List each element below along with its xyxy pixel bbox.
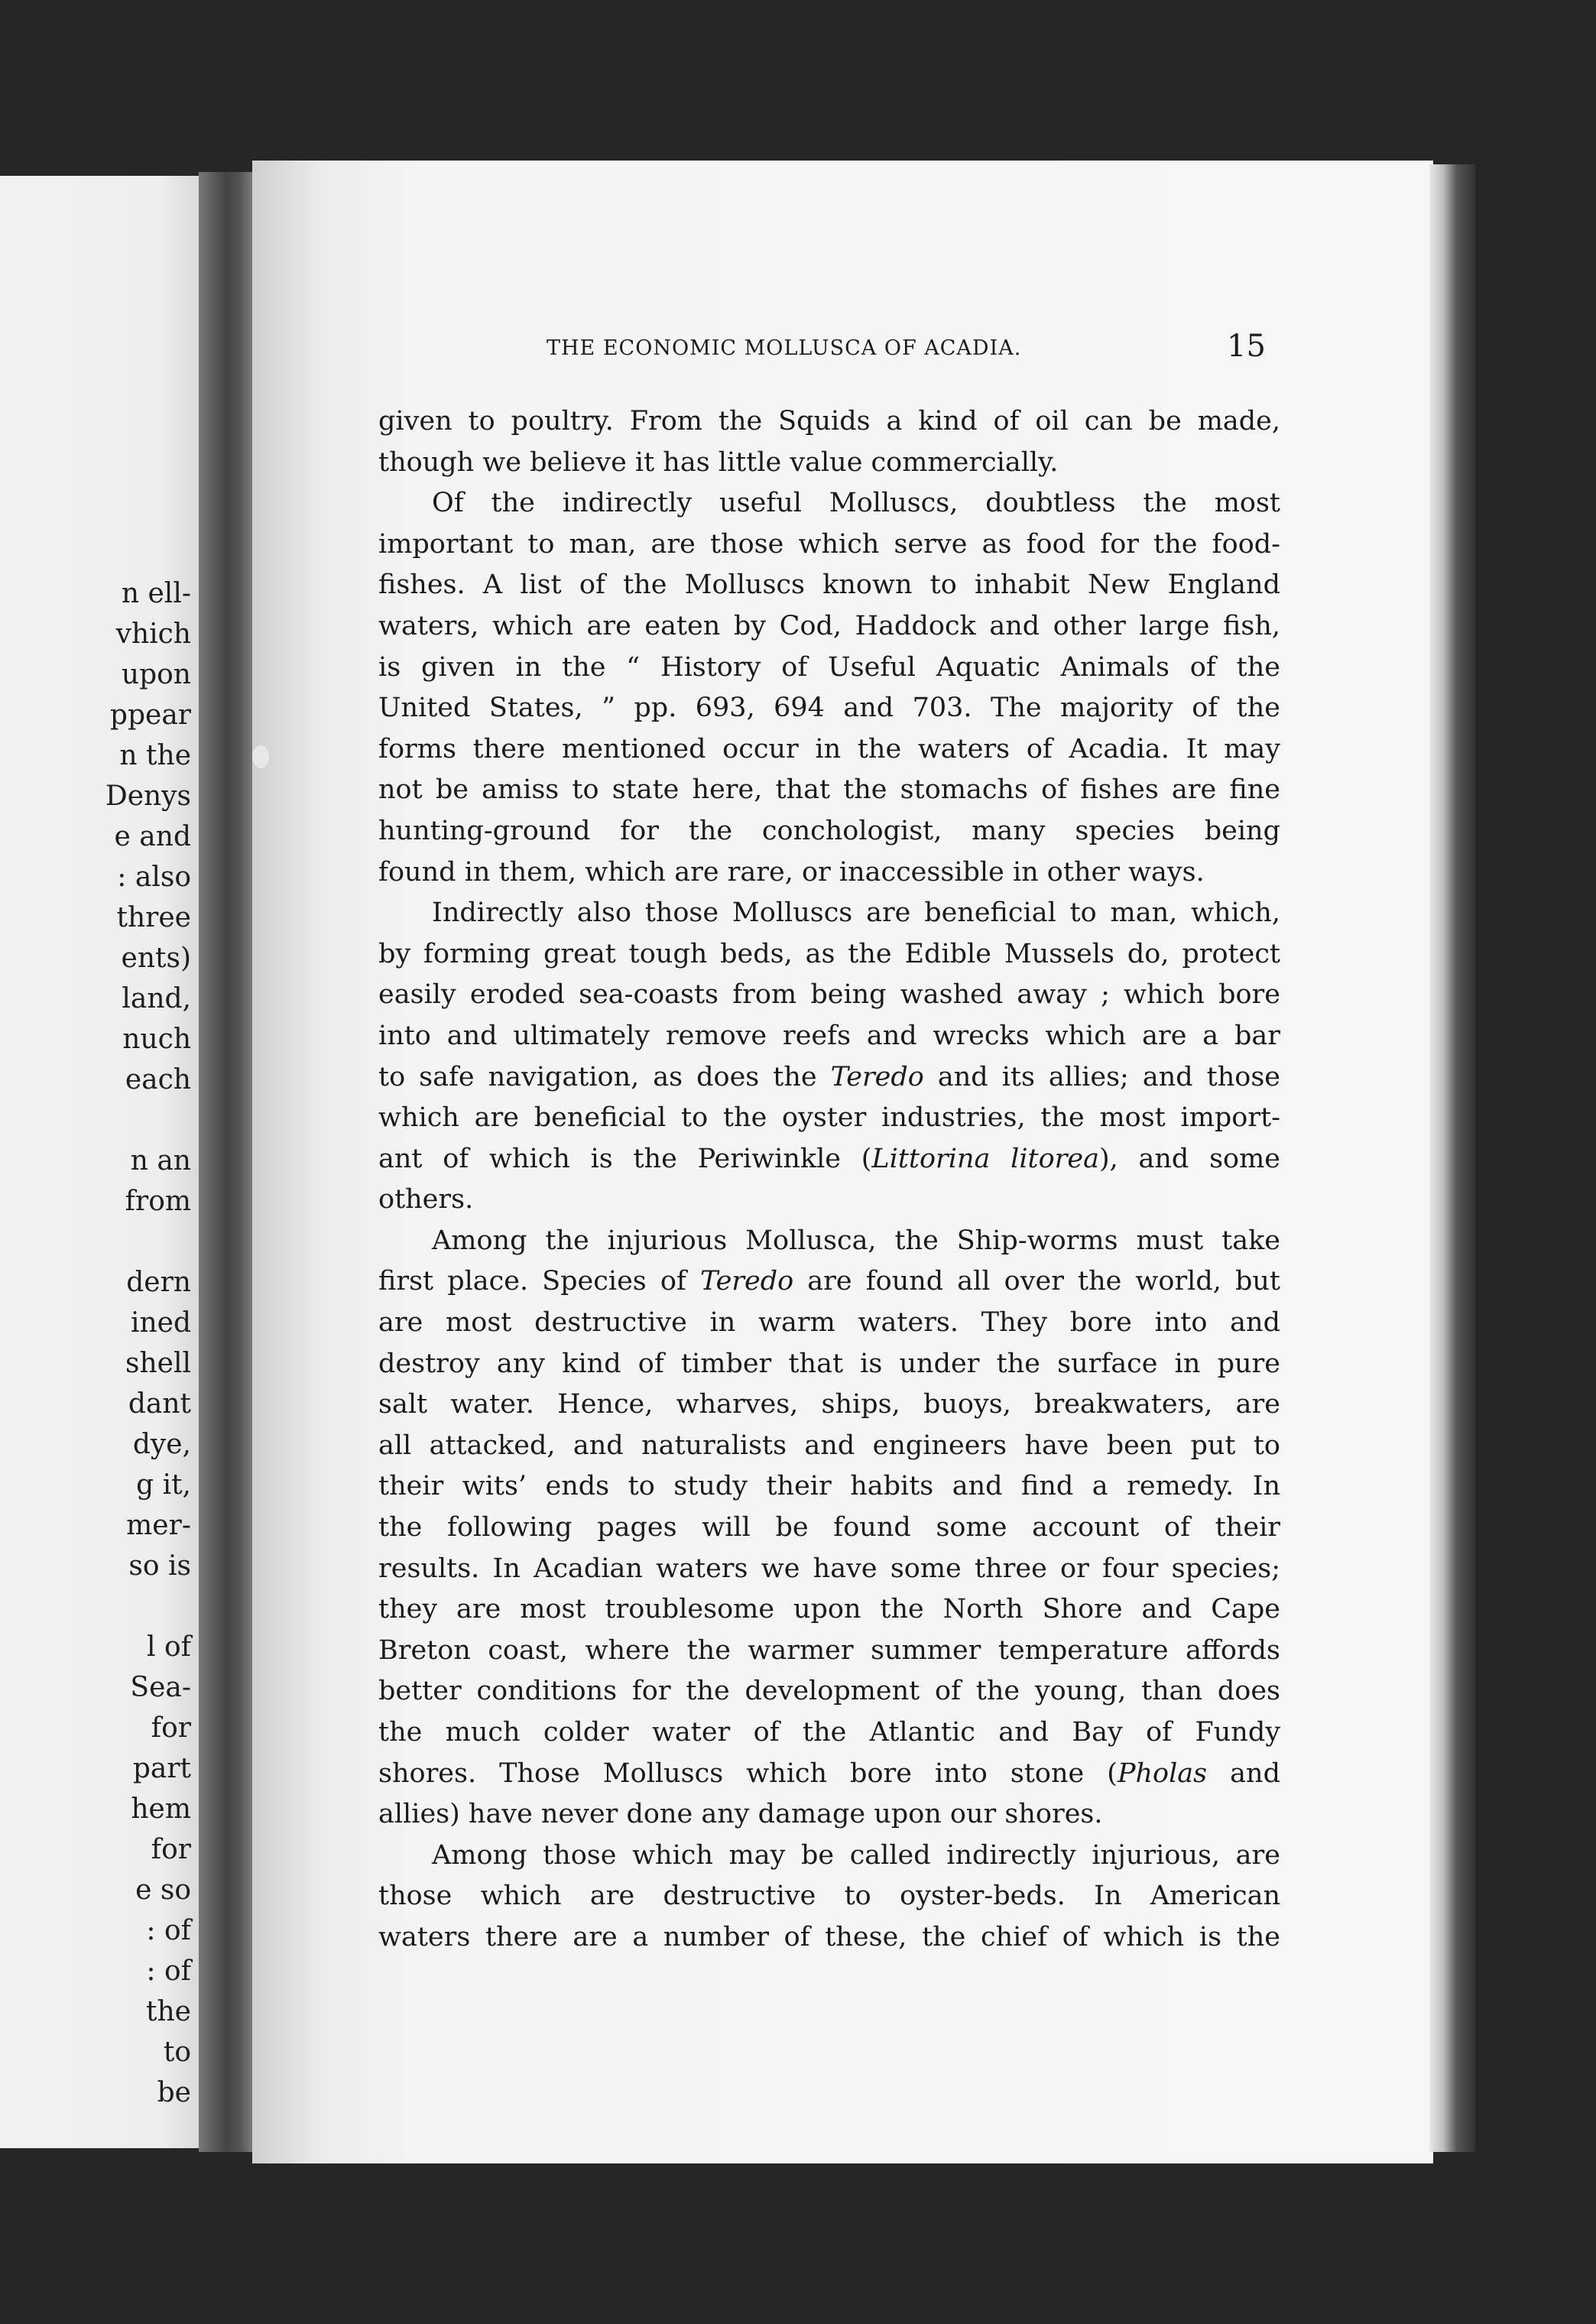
- left-page-fragment: part: [132, 1753, 191, 1784]
- left-page-fragment: Sea-: [130, 1672, 191, 1703]
- italic-taxon: Teredo: [830, 1061, 924, 1092]
- body-line: though we believe it has little value commercially.: [378, 446, 1059, 478]
- body-line-segment: shores. Those Molluscs which bore into stone (: [378, 1758, 1118, 1789]
- left-page-fragment: the: [146, 1996, 191, 2027]
- body-line: into and ultimately remove reefs and wrecks which are a bar: [378, 1020, 1280, 1051]
- body-line: Among those which may be called indirectly injurious, are: [432, 1839, 1280, 1871]
- page-number: 15: [1227, 329, 1266, 364]
- body-line: important to man, are those which serve as food for the food-: [378, 528, 1280, 560]
- left-page-fragment: shell: [125, 1348, 191, 1379]
- left-page-fragment: nuch: [122, 1024, 191, 1055]
- left-page-fragment: mer-: [126, 1510, 191, 1541]
- body-line: given to poultry. From the Squids a kind of oil can be made,: [378, 406, 1280, 437]
- left-page-fragment: n ell-: [121, 578, 191, 609]
- left-page-fragment: vhich: [115, 618, 191, 650]
- body-line: is given in the “ History of Useful Aquatic Animals of the: [378, 651, 1280, 683]
- left-page-text-fragments: [0, 573, 191, 2113]
- body-line: [378, 1139, 1280, 1180]
- body-line: are most destructive in warm waters. They bore into and: [378, 1307, 1280, 1339]
- left-page-fragment: dant: [128, 1388, 191, 1420]
- body-line: [378, 1754, 1280, 1795]
- body-line-segment: are found all over the world, but: [793, 1266, 1281, 1297]
- left-page-fragment: [0, 1586, 191, 1627]
- left-page-fragment: for: [151, 1712, 191, 1744]
- left-page-fragment: each: [125, 1064, 191, 1095]
- left-page-fragment: to: [163, 2037, 191, 2068]
- italic-taxon: Littorina litorea: [871, 1143, 1099, 1174]
- running-title: THE ECONOMIC MOLLUSCA OF ACADIA.: [547, 336, 1022, 360]
- left-page-fragment: dern: [126, 1267, 191, 1298]
- body-line: Among the injurious Mollusca, the Ship-worms must take: [432, 1225, 1280, 1256]
- scan-speck: [252, 745, 269, 768]
- body-line: waters, which are eaten by Cod, Haddock and other large fish,: [378, 610, 1280, 641]
- left-page-fragment: n the: [119, 740, 191, 771]
- left-page-fragment: land,: [122, 983, 191, 1014]
- body-line: fishes. A list of the Molluscs known to inhabit New England: [378, 570, 1280, 601]
- page-body-text: [378, 401, 1280, 1959]
- page-edge-stack: [1429, 164, 1475, 2152]
- body-line: hunting-ground for the conchologist, many species being: [378, 815, 1280, 846]
- left-page-fragment: so is: [128, 1550, 191, 1582]
- left-page-fragment: ppear: [109, 699, 191, 731]
- left-page-fragment: e and: [114, 821, 191, 852]
- left-page-fragment: from: [125, 1186, 191, 1217]
- italic-taxon: Teredo: [699, 1266, 794, 1297]
- left-page-fragment: for: [151, 1834, 191, 1865]
- left-page-fragment: be: [157, 2077, 191, 2108]
- body-line: easily eroded sea-coasts from being washed away ; which bore: [378, 979, 1280, 1011]
- left-page-fragment: [0, 1100, 191, 1141]
- italic-taxon: Pholas: [1117, 1758, 1208, 1789]
- body-line: Breton coast, where the warmer summer temperature affords: [378, 1634, 1280, 1666]
- body-line: [378, 1261, 1280, 1303]
- body-line-segment: ant of which is the Periwinkle (: [378, 1143, 872, 1174]
- left-page-fragment: : of: [146, 1915, 191, 1946]
- body-line: United States, ” pp. 693, 694 and 703. The majority of the: [378, 693, 1280, 724]
- body-line-segment: and its allies; and those: [923, 1061, 1281, 1092]
- left-page-fragment: Denys: [105, 781, 191, 812]
- body-line: those which are destructive to oyster-beds. In American: [378, 1881, 1280, 1912]
- left-page-fragment: : of: [146, 1956, 191, 1987]
- body-line: Indirectly also those Molluscs are beneficial to man, which,: [432, 897, 1280, 929]
- left-page-fragment: l of: [147, 1631, 191, 1663]
- left-page-fragment: e so: [135, 1874, 191, 1906]
- body-line: better conditions for the development of the young, than does: [378, 1676, 1280, 1707]
- body-line-segment: first place. Species of: [378, 1266, 700, 1297]
- body-line: salt water. Hence, wharves, ships, buoys, breakwaters, are: [378, 1389, 1280, 1420]
- left-page-fragment: [0, 1222, 191, 1262]
- body-line: results. In Acadian waters we have some three or four species;: [378, 1553, 1280, 1584]
- left-page-fragment: ents): [121, 943, 191, 974]
- left-page-fragment: three: [116, 902, 191, 933]
- left-page-fragment: g it,: [136, 1469, 191, 1501]
- body-line: the following pages will be found some account of their: [378, 1512, 1280, 1543]
- body-line: all attacked, and naturalists and engineers have been put to: [378, 1430, 1280, 1461]
- body-line: Of the indirectly useful Molluscs, doubtless the most: [432, 488, 1280, 519]
- body-line: [378, 1057, 1280, 1099]
- left-page-fragment: : also: [117, 862, 191, 893]
- body-line: they are most troublesome upon the North Shore and Cape: [378, 1594, 1280, 1625]
- body-line: destroy any kind of timber that is under the surface in pure: [378, 1348, 1280, 1379]
- body-line-segment: ), and some: [1098, 1143, 1280, 1174]
- body-line: forms there mentioned occur in the waters of Acadia. It may: [378, 733, 1280, 764]
- body-line-segment: to safe navigation, as does the: [378, 1061, 831, 1092]
- body-line: which are beneficial to the oyster industries, the most import-: [378, 1102, 1280, 1134]
- left-page-fragment: n an: [130, 1145, 191, 1177]
- body-line: by forming great tough beds, as the Edible Mussels do, protect: [378, 938, 1280, 969]
- left-page-fragment: upon: [121, 659, 191, 690]
- body-line: others.: [378, 1184, 474, 1216]
- body-line: not be amiss to state here, that the stomachs of fishes are fine: [378, 774, 1280, 806]
- left-page-fragment: dye,: [132, 1429, 191, 1460]
- body-line: waters there are a number of these, the chief of which is the: [378, 1921, 1280, 1952]
- left-page-fragment: ined: [130, 1307, 191, 1339]
- body-line: found in them, which are rare, or inaccessible in other ways.: [378, 856, 1205, 888]
- body-line: the much colder water of the Atlantic and Bay of Fundy: [378, 1717, 1280, 1748]
- left-page: [0, 176, 229, 2148]
- body-line-segment: and: [1207, 1758, 1280, 1789]
- body-line: their wits’ ends to study their habits and find a remedy. In: [378, 1471, 1280, 1502]
- body-line: allies) have never done any damage upon our shores.: [378, 1799, 1103, 1830]
- left-page-fragment: hem: [131, 1793, 191, 1825]
